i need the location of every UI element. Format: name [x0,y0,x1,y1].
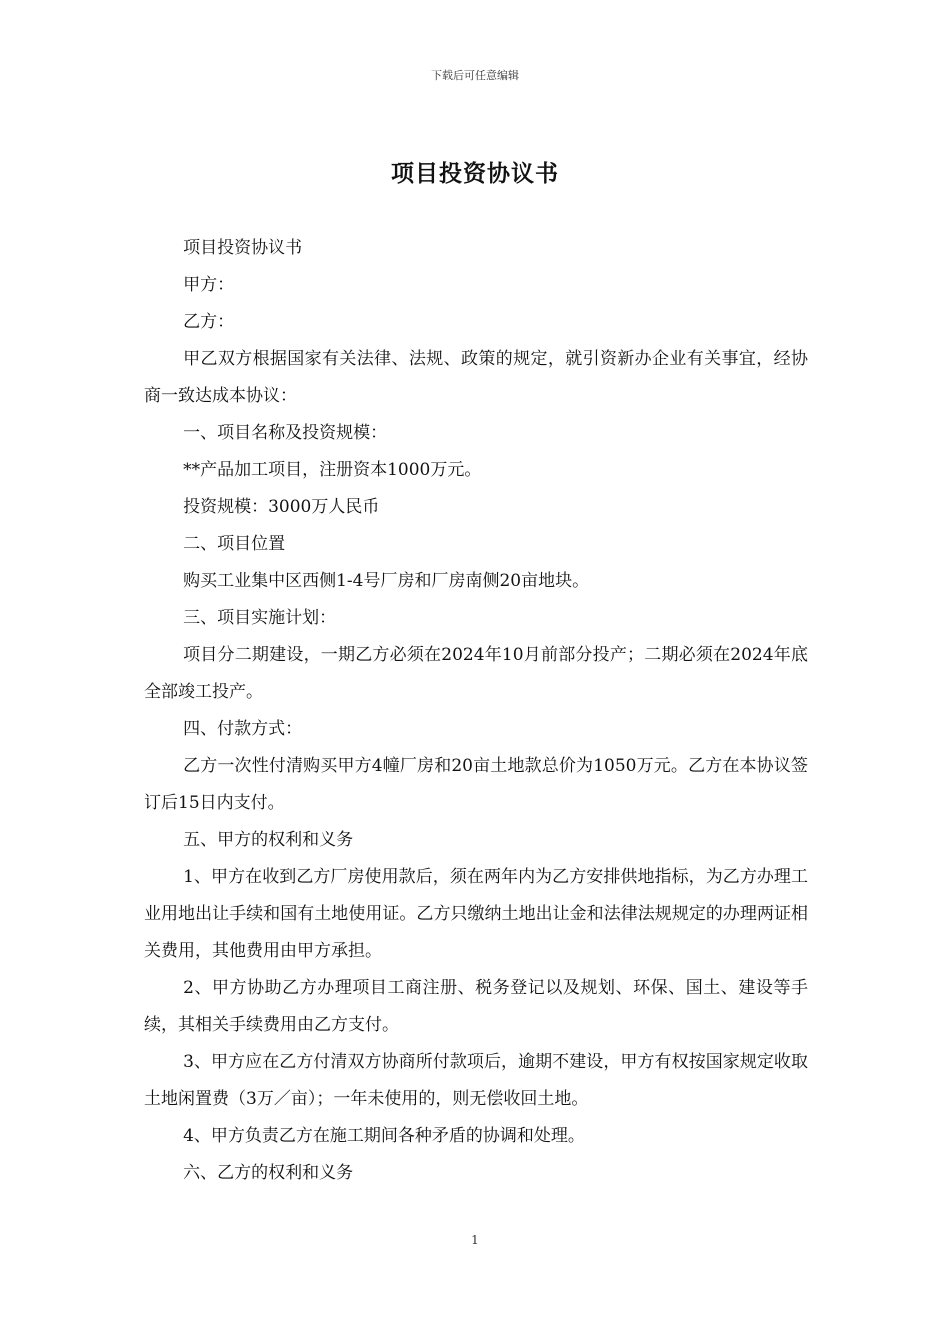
paragraph-party-b: 乙方： [183,312,235,332]
document-title: 项目投资协议书 [391,161,559,187]
section-heading-location: 二、项目位置 [183,534,286,554]
paragraph-payment: 乙方一次性付清购买甲方4幢厂房和20亩土地款总价为1050万元。乙方在本协议签订后15日内支付。 [144,756,808,813]
paragraph-party-a-item-4: 4、甲方负责乙方在施工期间各种矛盾的协调和处理。 [183,1126,585,1146]
section-heading-plan: 三、项目实施计划： [183,608,337,628]
paragraph-preamble: 甲乙双方根据国家有关法律、法规、政策的规定，就引资新办企业有关事宜，经协商一致达成本协议： [144,349,808,406]
paragraph-party-a-item-2: 2、甲方协助乙方办理项目工商注册、税务登记以及规划、环保、国土、建设等手续，其相关手续费用由乙方支付。 [144,978,808,1035]
document-body [144,230,808,1192]
section-heading-party-a-rights: 五、甲方的权利和义务 [183,830,354,850]
paragraph-project-capital: **产品加工项目，注册资本1000万元。 [183,460,482,480]
paragraph-plan: 项目分二期建设，一期乙方必须在2024年10月前部分投产；二期必须在2024年底全部竣工投产。 [144,645,808,702]
section-heading-project-name: 一、项目名称及投资规模： [183,423,388,443]
header-note: 下载后可任意编辑 [431,69,519,82]
page-number: 1 [471,1233,479,1247]
section-heading-party-b-rights: 六、乙方的权利和义务 [183,1163,354,1183]
paragraph-party-a-item-3: 3、甲方应在乙方付清双方协商所付款项后，逾期不建设，甲方有权按国家规定收取土地闲置费（3万／亩）；一年未使用的，则无偿收回土地。 [144,1052,808,1109]
paragraph-party-a: 甲方： [183,275,235,295]
paragraph-doc-name: 项目投资协议书 [183,238,303,258]
paragraph-party-a-item-1: 1、甲方在收到乙方厂房使用款后，须在两年内为乙方安排供地指标，为乙方办理工业用地出让手续和国有土地使用证。乙方只缴纳土地出让金和法律法规规定的办理两证相关费用，其他费用由甲方承担。 [144,867,808,961]
paragraph-investment-scale: 投资规模：3000万人民币 [183,497,380,517]
paragraph-location: 购买工业集中区西侧1-4号厂房和厂房南侧20亩地块。 [183,571,590,591]
section-heading-payment: 四、付款方式： [183,719,303,739]
